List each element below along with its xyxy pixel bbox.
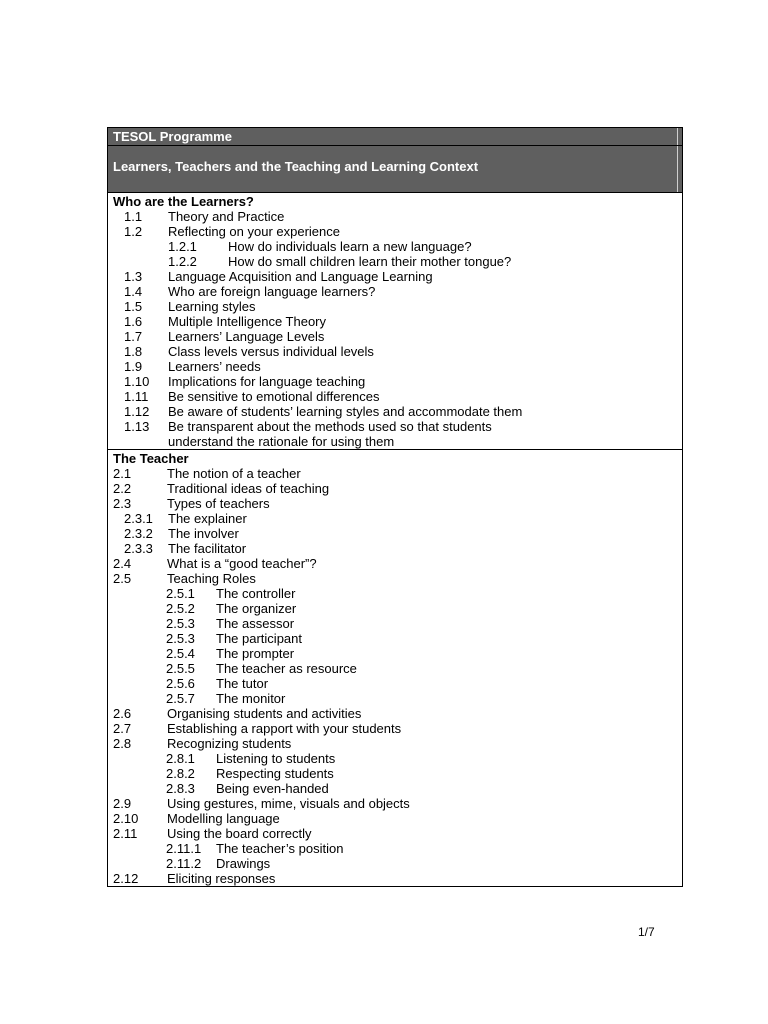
item-text: Who are foreign language learners?: [168, 284, 376, 299]
programme-title: TESOL Programme: [113, 129, 232, 144]
item-text: The prompter: [216, 646, 295, 661]
item-number: 2.8.1: [166, 751, 195, 766]
item-text: The involver: [168, 526, 239, 541]
item-text: The monitor: [216, 691, 286, 706]
outline-item: [108, 586, 682, 601]
outline-item: [108, 209, 682, 224]
item-text: How do small children learn their mother tongue?: [228, 254, 512, 269]
outline-item: [108, 766, 682, 781]
item-number: 1.4: [124, 284, 143, 299]
outline-item: [108, 691, 682, 706]
table-header-title-row: [108, 128, 682, 146]
outline-item: [108, 826, 682, 841]
outline-item: [108, 466, 682, 481]
syllabus-table: [107, 127, 683, 887]
item-number: 1.2: [124, 224, 143, 239]
item-number: 2.1: [113, 466, 132, 481]
item-text: The facilitator: [168, 541, 247, 556]
page-number: 1/7: [638, 925, 655, 939]
item-number: 2.3.2: [124, 526, 153, 541]
item-text: The explainer: [168, 511, 247, 526]
item-number: 1.7: [124, 329, 143, 344]
item-text: Language Acquisition and Language Learning: [168, 269, 433, 284]
item-number: 2.12: [113, 871, 139, 886]
module-title: Learners, Teachers and the Teaching and Learning Context: [113, 159, 479, 174]
item-text: The participant: [216, 631, 302, 646]
item-text: The teacher as resource: [216, 661, 357, 676]
item-number: 2.8: [113, 736, 132, 751]
item-number: 2.5.5: [166, 661, 195, 676]
item-number: 2.7: [113, 721, 132, 736]
item-number: 1.9: [124, 359, 143, 374]
outline-item: [108, 781, 682, 796]
item-number: 1.5: [124, 299, 143, 314]
outline-item: [108, 434, 682, 449]
item-number: 2.5.7: [166, 691, 195, 706]
table-body: [108, 193, 682, 886]
outline-item: [108, 841, 682, 856]
item-number: 2.5.4: [166, 646, 195, 661]
outline-item: [108, 811, 682, 826]
item-text: Eliciting responses: [167, 871, 276, 886]
item-text: Modelling language: [167, 811, 280, 826]
item-number: 2.5.3: [166, 616, 195, 631]
outline-item: [108, 254, 682, 269]
item-number: 2.4: [113, 556, 132, 571]
item-number: 2.3.3: [124, 541, 153, 556]
outline-item: [108, 661, 682, 676]
outline-item: [108, 541, 682, 556]
outline-item: [108, 511, 682, 526]
outline-item: [108, 329, 682, 344]
outline-item: [108, 239, 682, 254]
outline-item: [108, 496, 682, 511]
outline-item: [108, 601, 682, 616]
item-number: 2.5.2: [166, 601, 195, 616]
item-text: Organising students and activities: [167, 706, 362, 721]
section-title: The Teacher: [113, 451, 189, 466]
item-number: 2.10: [113, 811, 139, 826]
section-learners: [108, 193, 682, 449]
item-text: Reflecting on your experience: [168, 224, 340, 239]
item-number: 2.9: [113, 796, 132, 811]
table-header-subtitle-row: [108, 146, 682, 193]
outline-item: [108, 299, 682, 314]
item-number: 2.2: [113, 481, 132, 496]
outline-item: [108, 556, 682, 571]
item-text: Drawings: [216, 856, 271, 871]
item-number: 2.11: [113, 826, 138, 841]
outline-item: [108, 344, 682, 359]
item-text: Respecting students: [216, 766, 334, 781]
outline-item: [108, 706, 682, 721]
outline-item: [108, 796, 682, 811]
item-text: understand the rationale for using them: [168, 434, 395, 449]
outline-item: [108, 736, 682, 751]
item-text: The tutor: [216, 676, 269, 691]
outline-item: [108, 676, 682, 691]
item-text: Types of teachers: [167, 496, 270, 511]
item-text: Be transparent about the methods used so that students: [168, 419, 492, 434]
item-text: Establishing a rapport with your students: [167, 721, 402, 736]
outline-item: [108, 631, 682, 646]
item-number: 2.11.2: [166, 856, 202, 871]
item-number: 1.13: [124, 419, 150, 434]
section-teacher: [108, 449, 682, 886]
outline-item: [108, 284, 682, 299]
item-text: The assessor: [216, 616, 295, 631]
item-text: Be sensitive to emotional differences: [168, 389, 380, 404]
item-text: Class levels versus individual levels: [168, 344, 374, 359]
item-text: What is a “good teacher”?: [167, 556, 317, 571]
outline-item: [108, 721, 682, 736]
outline-item: [108, 571, 682, 586]
item-number: 1.10: [124, 374, 150, 389]
item-number: 1.2.2: [168, 254, 197, 269]
item-text: Traditional ideas of teaching: [167, 481, 330, 496]
item-text: Learners’ needs: [168, 359, 261, 374]
outline-item: [108, 646, 682, 661]
outline-item: [108, 616, 682, 631]
item-text: Listening to students: [216, 751, 336, 766]
item-number: 1.6: [124, 314, 143, 329]
item-number: 1.2.1: [168, 239, 197, 254]
item-text: Learners’ Language Levels: [168, 329, 325, 344]
item-number: 2.5.1: [166, 586, 195, 601]
item-number: 2.8.3: [166, 781, 195, 796]
item-text: Implications for language teaching: [168, 374, 366, 389]
outline-item: [108, 419, 682, 434]
item-number: 2.8.2: [166, 766, 195, 781]
outline-item: [108, 359, 682, 374]
item-text: Using the board correctly: [167, 826, 312, 841]
item-text: Teaching Roles: [167, 571, 256, 586]
item-number: 2.5: [113, 571, 132, 586]
outline-item: [108, 751, 682, 766]
item-number: 2.5.6: [166, 676, 195, 691]
item-text: Multiple Intelligence Theory: [168, 314, 327, 329]
item-text: How do individuals learn a new language?: [228, 239, 472, 254]
item-number: 1.12: [124, 404, 150, 419]
outline-item: [108, 314, 682, 329]
outline-item: [108, 374, 682, 389]
outline-item: [108, 224, 682, 239]
item-number: 2.3.1: [124, 511, 153, 526]
outline-item: [108, 389, 682, 404]
section-title: Who are the Learners?: [113, 194, 254, 209]
item-text: The notion of a teacher: [167, 466, 301, 481]
item-number: 1.11: [124, 389, 149, 404]
outline-item: [108, 481, 682, 496]
item-text: Be aware of students’ learning styles and accommodate them: [168, 404, 523, 419]
item-text: Being even-handed: [216, 781, 329, 796]
outline-item: [108, 404, 682, 419]
item-number: 2.5.3: [166, 631, 195, 646]
item-number: 2.3: [113, 496, 132, 511]
item-text: Learning styles: [168, 299, 256, 314]
item-text: Theory and Practice: [168, 209, 285, 224]
item-number: 1.3: [124, 269, 143, 284]
outline-item: [108, 269, 682, 284]
item-text: The teacher’s position: [216, 841, 344, 856]
item-number: 1.8: [124, 344, 143, 359]
outline-item: [108, 526, 682, 541]
item-number: 1.1: [124, 209, 143, 224]
outline-item: [108, 856, 682, 871]
item-text: The organizer: [216, 601, 297, 616]
item-number: 2.6: [113, 706, 132, 721]
outline-item: [108, 871, 682, 886]
item-text: Recognizing students: [167, 736, 292, 751]
item-text: The controller: [216, 586, 296, 601]
item-text: Using gestures, mime, visuals and objects: [167, 796, 410, 811]
item-number: 2.11.1: [166, 841, 202, 856]
